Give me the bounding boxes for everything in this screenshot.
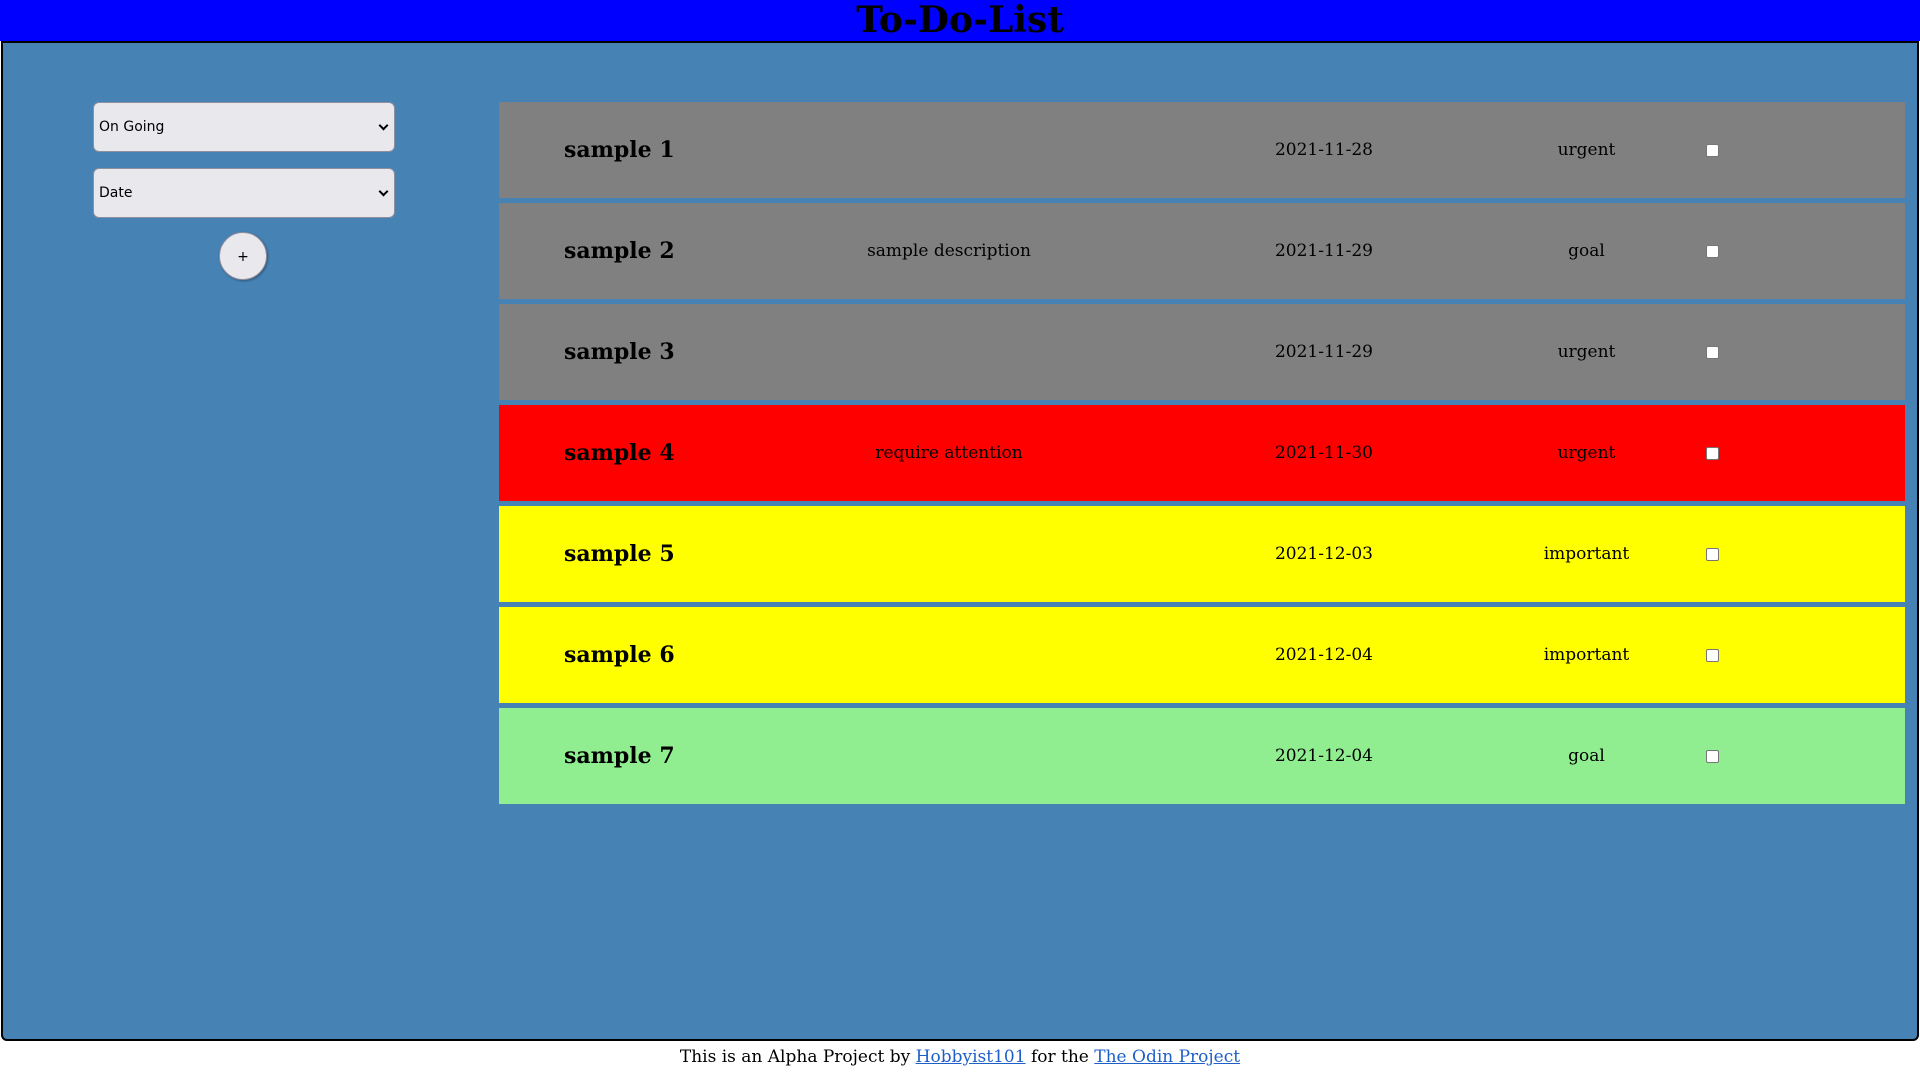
- task-priority: urgent: [1557, 140, 1616, 160]
- chevron-down-icon: [379, 121, 389, 131]
- task-date: 2021-12-03: [1274, 544, 1373, 564]
- task-complete-checkbox[interactable]: [1706, 245, 1719, 258]
- task-row[interactable]: [499, 304, 1905, 400]
- footer-text-before: This is an Alpha Project by: [679, 1047, 911, 1067]
- sort-select[interactable]: [93, 168, 395, 218]
- task-description: sample description: [867, 241, 1031, 261]
- author-link[interactable]: Hobbyist101: [915, 1047, 1026, 1067]
- task-complete-checkbox[interactable]: [1706, 750, 1719, 763]
- task-list: [499, 102, 1905, 809]
- task-title: sample 2: [564, 238, 675, 264]
- chevron-down-icon: [379, 187, 389, 197]
- sidebar: [93, 102, 397, 265]
- sort-value: Date: [99, 185, 133, 201]
- task-complete-checkbox[interactable]: [1706, 447, 1719, 460]
- status-filter-value: On Going: [99, 119, 165, 135]
- task-title: sample 4: [564, 440, 675, 466]
- status-filter-select[interactable]: [93, 102, 395, 152]
- task-row[interactable]: [499, 203, 1905, 299]
- task-date: 2021-11-30: [1274, 443, 1373, 463]
- main-panel: [1, 41, 1919, 1041]
- task-date: 2021-11-29: [1274, 342, 1373, 362]
- task-priority: urgent: [1557, 342, 1616, 362]
- task-complete-checkbox[interactable]: [1706, 346, 1719, 359]
- task-row[interactable]: [499, 405, 1905, 501]
- task-priority: important: [1543, 645, 1630, 665]
- task-row[interactable]: [499, 102, 1905, 198]
- task-priority: goal: [1568, 241, 1605, 261]
- add-task-button[interactable]: +: [219, 232, 267, 280]
- task-complete-checkbox[interactable]: [1706, 144, 1719, 157]
- footer-text-middle: for the: [1030, 1047, 1089, 1067]
- task-complete-checkbox[interactable]: [1706, 649, 1719, 662]
- task-title: sample 1: [564, 137, 675, 163]
- app-header: [0, 0, 1920, 41]
- task-title: sample 5: [564, 541, 675, 567]
- task-date: 2021-11-28: [1274, 140, 1373, 160]
- task-priority: goal: [1568, 746, 1605, 766]
- task-row[interactable]: [499, 506, 1905, 602]
- task-title: sample 7: [564, 743, 675, 769]
- page-title: To-Do-List: [856, 0, 1064, 41]
- task-date: 2021-11-29: [1274, 241, 1373, 261]
- task-priority: urgent: [1557, 443, 1616, 463]
- footer: [0, 1047, 1920, 1067]
- task-description: require attention: [875, 443, 1023, 463]
- task-title: sample 6: [564, 642, 675, 668]
- task-priority: important: [1543, 544, 1630, 564]
- odin-project-link[interactable]: The Odin Project: [1094, 1047, 1241, 1067]
- task-date: 2021-12-04: [1274, 746, 1373, 766]
- task-row[interactable]: [499, 607, 1905, 703]
- task-row[interactable]: [499, 708, 1905, 804]
- task-date: 2021-12-04: [1274, 645, 1373, 665]
- task-title: sample 3: [564, 339, 675, 365]
- task-complete-checkbox[interactable]: [1706, 548, 1719, 561]
